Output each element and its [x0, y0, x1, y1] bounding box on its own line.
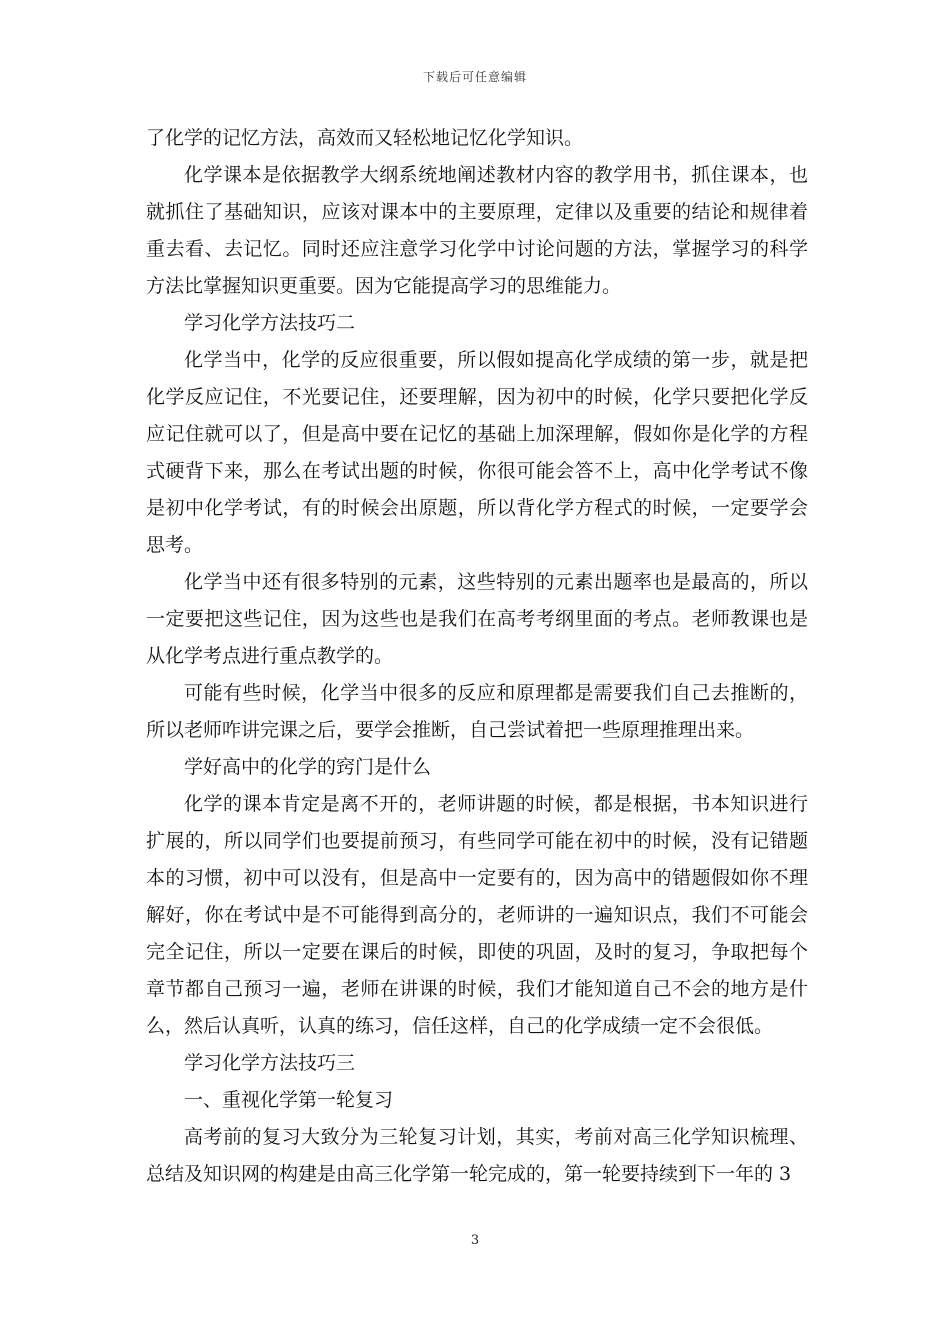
page-header: 下载后可任意编辑 — [422, 70, 527, 84]
paragraph: 高考前的复习大致分为三轮复习计划，其实，考前对高三化学知识梳理、总结及知识网的构建是由高三化学第一轮完成的，第一轮要持续到下一年的 3 — [146, 1126, 808, 1185]
section-heading: 学习化学方法技巧三 — [184, 1052, 356, 1074]
section-heading: 学好高中的化学的窍门是什么 — [184, 756, 432, 778]
paragraph: 化学当中，化学的反应很重要，所以假如提高化学成绩的第一步，就是把化学反应记住，不光要记住，还要理解，因为初中的时候，化学只要把化学反应记住就可以了，但是高中要在记忆的基础上加深理解，假如你是化学的方程式硬背下来，那么在考试出题的时候，你很可能会答不上，高中化学考试不像是初中化学考试，有的时候会出原题，所以背化学方程式的时候，一定要学会思考。 — [146, 349, 808, 556]
paragraph: 了化学的记忆方法，高效而又轻松地记忆化学知识。 — [146, 127, 584, 149]
paragraph: 化学的课本肯定是离不开的，老师讲题的时候，都是根据，书本知识进行扩展的，所以同学们也要提前预习，有些同学可能在初中的时候，没有记错题本的习惯，初中可以没有，但是高中一定要有的，因为高中的错题假如你不理解好，你在考试中是不可能得到高分的，老师讲的一遍知识点，我们不可能会完全记住，所以一定要在课后的时候，即使的巩固，及时的复习，争取把每个章节都自己预习一遍，老师在讲课的时候，我们才能知道自己不会的地方是什么，然后认真听，认真的练习，信任这样，自己的化学成绩一定不会很低。 — [146, 793, 808, 1037]
paragraph: 化学当中还有很多特别的元素，这些特别的元素出题率也是最高的，所以一定要把这些记住，因为这些也是我们在高考考纲里面的考点。老师教课也是从化学考点进行重点教学的。 — [146, 571, 808, 667]
document-body — [146, 120, 808, 1193]
subsection-heading: 一、重视化学第一轮复习 — [184, 1089, 394, 1111]
page-number: 3 — [470, 1233, 480, 1248]
paragraph: 化学课本是依据教学大纲系统地阐述教材内容的教学用书，抓住课本，也就抓住了基础知识，应该对课本中的主要原理，定律以及重要的结论和规律着重去看、去记忆。同时还应注意学习化学中讨论问题的方法，掌握学习的科学方法比掌握知识更重要。因为它能提高学习的思维能力。 — [146, 164, 808, 297]
paragraph: 可能有些时候，化学当中很多的反应和原理都是需要我们自己去推断的，所以老师咋讲完课之后，要学会推断，自己尝试着把一些原理推理出来。 — [146, 682, 808, 741]
section-heading: 学习化学方法技巧二 — [184, 312, 356, 334]
